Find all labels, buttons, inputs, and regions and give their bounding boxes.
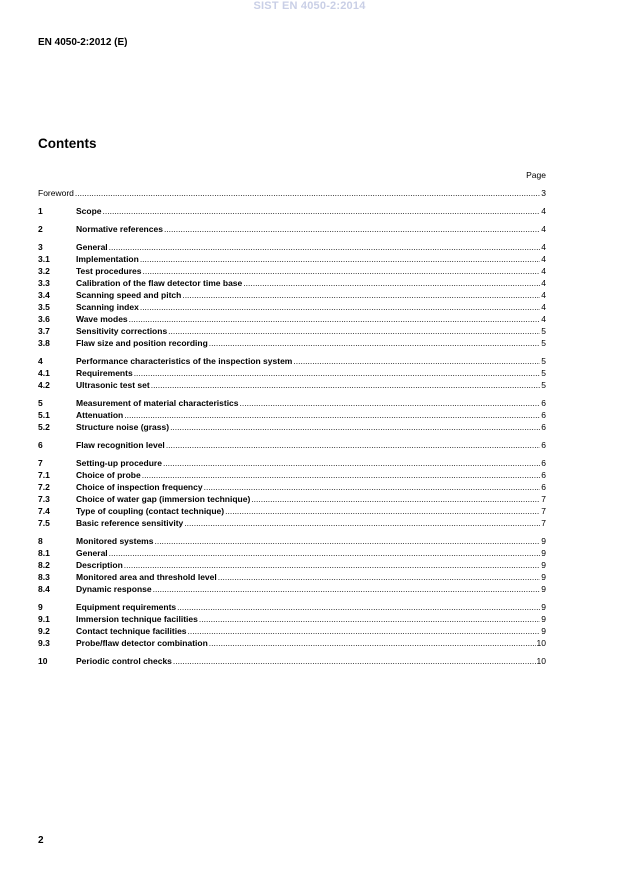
toc-entry[interactable]: [38, 583, 546, 595]
toc-entry[interactable]: [38, 301, 546, 313]
toc-dot-leader: [166, 439, 540, 451]
toc-dot-leader: [188, 625, 541, 637]
toc-entry-title: Monitored systems: [76, 536, 154, 546]
toc-entry-page: 9: [541, 536, 546, 546]
toc-entry-page: 9: [541, 584, 546, 594]
toc-entry[interactable]: [38, 481, 546, 493]
toc-entry-title: Measurement of material characteristics: [76, 398, 239, 408]
toc-entry-page: 7: [541, 506, 546, 516]
toc-entry-title: Sensitivity corrections: [76, 326, 168, 336]
toc-entry-title: Choice of water gap (immersion technique): [76, 494, 251, 504]
toc-entry-page: 9: [541, 626, 546, 636]
toc-entry-number: 8.3: [38, 572, 50, 582]
toc-entry-page: 9: [541, 572, 546, 582]
toc-entry-number: 3.6: [38, 314, 50, 324]
toc-entry-title: Immersion technique facilities: [76, 614, 198, 624]
toc-dot-leader: [168, 325, 540, 337]
toc-entry-number: 5.1: [38, 410, 50, 420]
toc-entry-number: 3.7: [38, 326, 50, 336]
toc-dot-leader: [251, 493, 540, 505]
toc-entry-title: Setting-up procedure: [76, 458, 162, 468]
toc-entry-title: Performance characteristics of the inspection system: [76, 356, 293, 366]
toc-entry-title: Equipment requirements: [76, 602, 177, 612]
toc-entry-title: Test procedures: [76, 266, 142, 276]
toc-entry-title: Scanning index: [76, 302, 139, 312]
toc-entry-page: 9: [541, 614, 546, 624]
toc-entry-title: Choice of probe: [76, 470, 141, 480]
toc-entry[interactable]: [38, 223, 546, 235]
toc-entry-page: 9: [541, 560, 546, 570]
toc-dot-leader: [129, 313, 541, 325]
toc-entry[interactable]: [38, 493, 546, 505]
toc-dot-leader: [124, 409, 540, 421]
toc-entry-number: 3.8: [38, 338, 50, 348]
toc-dot-leader: [124, 559, 541, 571]
toc-entry[interactable]: [38, 313, 546, 325]
toc-entry[interactable]: [38, 265, 546, 277]
toc-entry-number: 8.4: [38, 584, 50, 594]
toc-entry[interactable]: [38, 637, 546, 649]
toc-entry-number: 3.3: [38, 278, 50, 288]
toc-entry-title: Periodic control checks: [76, 656, 172, 666]
toc-entry-number: 7.1: [38, 470, 50, 480]
toc-entry-page: 9: [541, 548, 546, 558]
toc-entry-page: 10: [536, 638, 546, 648]
toc-entry-page: 6: [541, 440, 546, 450]
toc-entry-number: 9.2: [38, 626, 50, 636]
toc-entry-title: Structure noise (grass): [76, 422, 170, 432]
toc-dot-leader: [140, 253, 540, 265]
toc-entry-number: 7.3: [38, 494, 50, 504]
toc-entry-number: 3.5: [38, 302, 50, 312]
toc-entry-title: Implementation: [76, 254, 139, 264]
toc-entry-page: 5: [541, 356, 546, 366]
toc-entry[interactable]: [38, 253, 546, 265]
toc-dot-leader: [209, 637, 536, 649]
toc-entry-page: 4: [541, 290, 546, 300]
toc-entry-page: 5: [541, 368, 546, 378]
toc-entry-page: 4: [541, 302, 546, 312]
toc-entry-title: Foreword: [38, 188, 74, 198]
toc-entry-title: Scanning speed and pitch: [76, 290, 182, 300]
toc-dot-leader: [218, 571, 541, 583]
toc-entry-page: 5: [541, 326, 546, 336]
toc-dot-leader: [182, 289, 540, 301]
toc-entry-number: 7.2: [38, 482, 50, 492]
toc-dot-leader: [199, 613, 540, 625]
toc-entry-page: 10: [536, 656, 546, 666]
toc-entry-number: 4: [38, 356, 43, 366]
toc-dot-leader: [164, 223, 540, 235]
toc-entry-page: 3: [541, 188, 546, 198]
toc-entry-title: Contact technique facilities: [76, 626, 187, 636]
toc-entry-title: General: [76, 548, 108, 558]
toc-entry-number: 9: [38, 602, 43, 612]
toc-dot-leader: [240, 397, 541, 409]
table-of-contents: [38, 187, 546, 667]
toc-entry[interactable]: [38, 517, 546, 529]
toc-entry-page: 6: [541, 398, 546, 408]
toc-entry[interactable]: [38, 469, 546, 481]
page-number: 2: [38, 835, 44, 846]
toc-entry-number: 3.4: [38, 290, 50, 300]
toc-dot-leader: [134, 367, 541, 379]
toc-entry[interactable]: [38, 367, 546, 379]
toc-entry[interactable]: [38, 571, 546, 583]
toc-dot-leader: [142, 469, 541, 481]
toc-entry-page: 5: [541, 338, 546, 348]
toc-entry-page: 4: [541, 266, 546, 276]
toc-entry-number: 9.1: [38, 614, 50, 624]
toc-entry[interactable]: [38, 457, 546, 469]
toc-entry-page: 4: [541, 242, 546, 252]
toc-dot-leader: [153, 583, 541, 595]
toc-entry-page: 6: [541, 410, 546, 420]
toc-entry-title: Flaw size and position recording: [76, 338, 208, 348]
toc-entry-number: 3.2: [38, 266, 50, 276]
toc-entry-title: Description: [76, 560, 123, 570]
toc-entry-title: Wave modes: [76, 314, 128, 324]
page-column-label: Page: [526, 170, 546, 180]
toc-entry[interactable]: [38, 289, 546, 301]
toc-entry-number: 3.1: [38, 254, 50, 264]
toc-dot-leader: [151, 379, 541, 391]
toc-entry-title: Normative references: [76, 224, 163, 234]
toc-entry-number: 10: [38, 656, 48, 666]
toc-entry-page: 4: [541, 278, 546, 288]
toc-entry[interactable]: [38, 625, 546, 637]
toc-entry-title: Requirements: [76, 368, 133, 378]
toc-entry-title: Monitored area and threshold level: [76, 572, 217, 582]
page-title: Contents: [38, 136, 97, 151]
toc-entry-page: 7: [541, 518, 546, 528]
toc-entry-page: 4: [541, 254, 546, 264]
toc-entry-number: 7.4: [38, 506, 50, 516]
toc-entry-number: 4.1: [38, 368, 50, 378]
toc-entry-number: 5.2: [38, 422, 50, 432]
toc-dot-leader: [143, 265, 541, 277]
toc-dot-leader: [225, 505, 540, 517]
toc-dot-leader: [140, 301, 540, 313]
toc-entry[interactable]: [38, 355, 546, 367]
toc-dot-leader: [154, 535, 540, 547]
toc-dot-leader: [109, 241, 541, 253]
toc-entry[interactable]: [38, 505, 546, 517]
toc-dot-leader: [243, 277, 540, 289]
toc-entry-title: Ultrasonic test set: [76, 380, 150, 390]
watermark: SIST EN 4050-2:2014: [253, 0, 366, 12]
toc-entry-title: Dynamic response: [76, 584, 152, 594]
toc-entry-page: 6: [541, 422, 546, 432]
toc-entry-title: General: [76, 242, 108, 252]
toc-entry-number: 6: [38, 440, 43, 450]
toc-entry[interactable]: [38, 559, 546, 571]
toc-entry-title: Scope: [76, 206, 102, 216]
toc-dot-leader: [109, 547, 541, 559]
toc-dot-leader: [177, 601, 540, 613]
toc-entry[interactable]: [38, 325, 546, 337]
toc-entry[interactable]: [38, 397, 546, 409]
toc-dot-leader: [170, 421, 540, 433]
toc-entry[interactable]: [38, 601, 546, 613]
toc-entry-title: Type of coupling (contact technique): [76, 506, 225, 516]
toc-entry-page: 5: [541, 380, 546, 390]
toc-entry-title: Calibration of the flaw detector time base: [76, 278, 243, 288]
document-id: EN 4050-2:2012 (E): [38, 37, 128, 48]
toc-entry[interactable]: [38, 205, 546, 217]
toc-entry-page: 6: [541, 470, 546, 480]
toc-entry[interactable]: [38, 613, 546, 625]
toc-entry[interactable]: [38, 655, 546, 667]
toc-entry-title: Flaw recognition level: [76, 440, 165, 450]
toc-entry-number: 8.2: [38, 560, 50, 570]
toc-entry-title: Attenuation: [76, 410, 124, 420]
toc-entry[interactable]: [38, 277, 546, 289]
toc-entry-title: Choice of inspection frequency: [76, 482, 203, 492]
toc-entry-number: 8.1: [38, 548, 50, 558]
toc-entry-number: 7.5: [38, 518, 50, 528]
toc-entry-page: 7: [541, 494, 546, 504]
toc-dot-leader: [75, 187, 540, 199]
toc-dot-leader: [184, 517, 540, 529]
toc-entry-number: 9.3: [38, 638, 50, 648]
toc-entry-page: 4: [541, 224, 546, 234]
toc-entry-number: 1: [38, 206, 43, 216]
toc-entry[interactable]: [38, 421, 546, 433]
toc-entry-page: 4: [541, 314, 546, 324]
toc-entry-number: 4.2: [38, 380, 50, 390]
toc-entry-page: 6: [541, 482, 546, 492]
toc-entry-number: 8: [38, 536, 43, 546]
toc-entry[interactable]: [38, 535, 546, 547]
toc-dot-leader: [173, 655, 536, 667]
toc-entry-number: 5: [38, 398, 43, 408]
toc-entry[interactable]: [38, 337, 546, 349]
toc-dot-leader: [103, 205, 541, 217]
toc-entry[interactable]: [38, 547, 546, 559]
toc-entry[interactable]: [38, 439, 546, 451]
toc-entry-page: 9: [541, 602, 546, 612]
toc-entry[interactable]: [38, 241, 546, 253]
toc-entry[interactable]: [38, 379, 546, 391]
toc-entry-number: 2: [38, 224, 43, 234]
toc-entry[interactable]: [38, 409, 546, 421]
toc-entry-number: 7: [38, 458, 43, 468]
toc-dot-leader: [209, 337, 540, 349]
toc-dot-leader: [204, 481, 541, 493]
toc-entry-page: 6: [541, 458, 546, 468]
toc-entry[interactable]: [38, 187, 546, 199]
toc-entry-title: Basic reference sensitivity: [76, 518, 184, 528]
toc-dot-leader: [293, 355, 540, 367]
toc-entry-page: 4: [541, 206, 546, 216]
toc-entry-number: 3: [38, 242, 43, 252]
toc-dot-leader: [163, 457, 540, 469]
toc-entry-title: Probe/flaw detector combination: [76, 638, 208, 648]
